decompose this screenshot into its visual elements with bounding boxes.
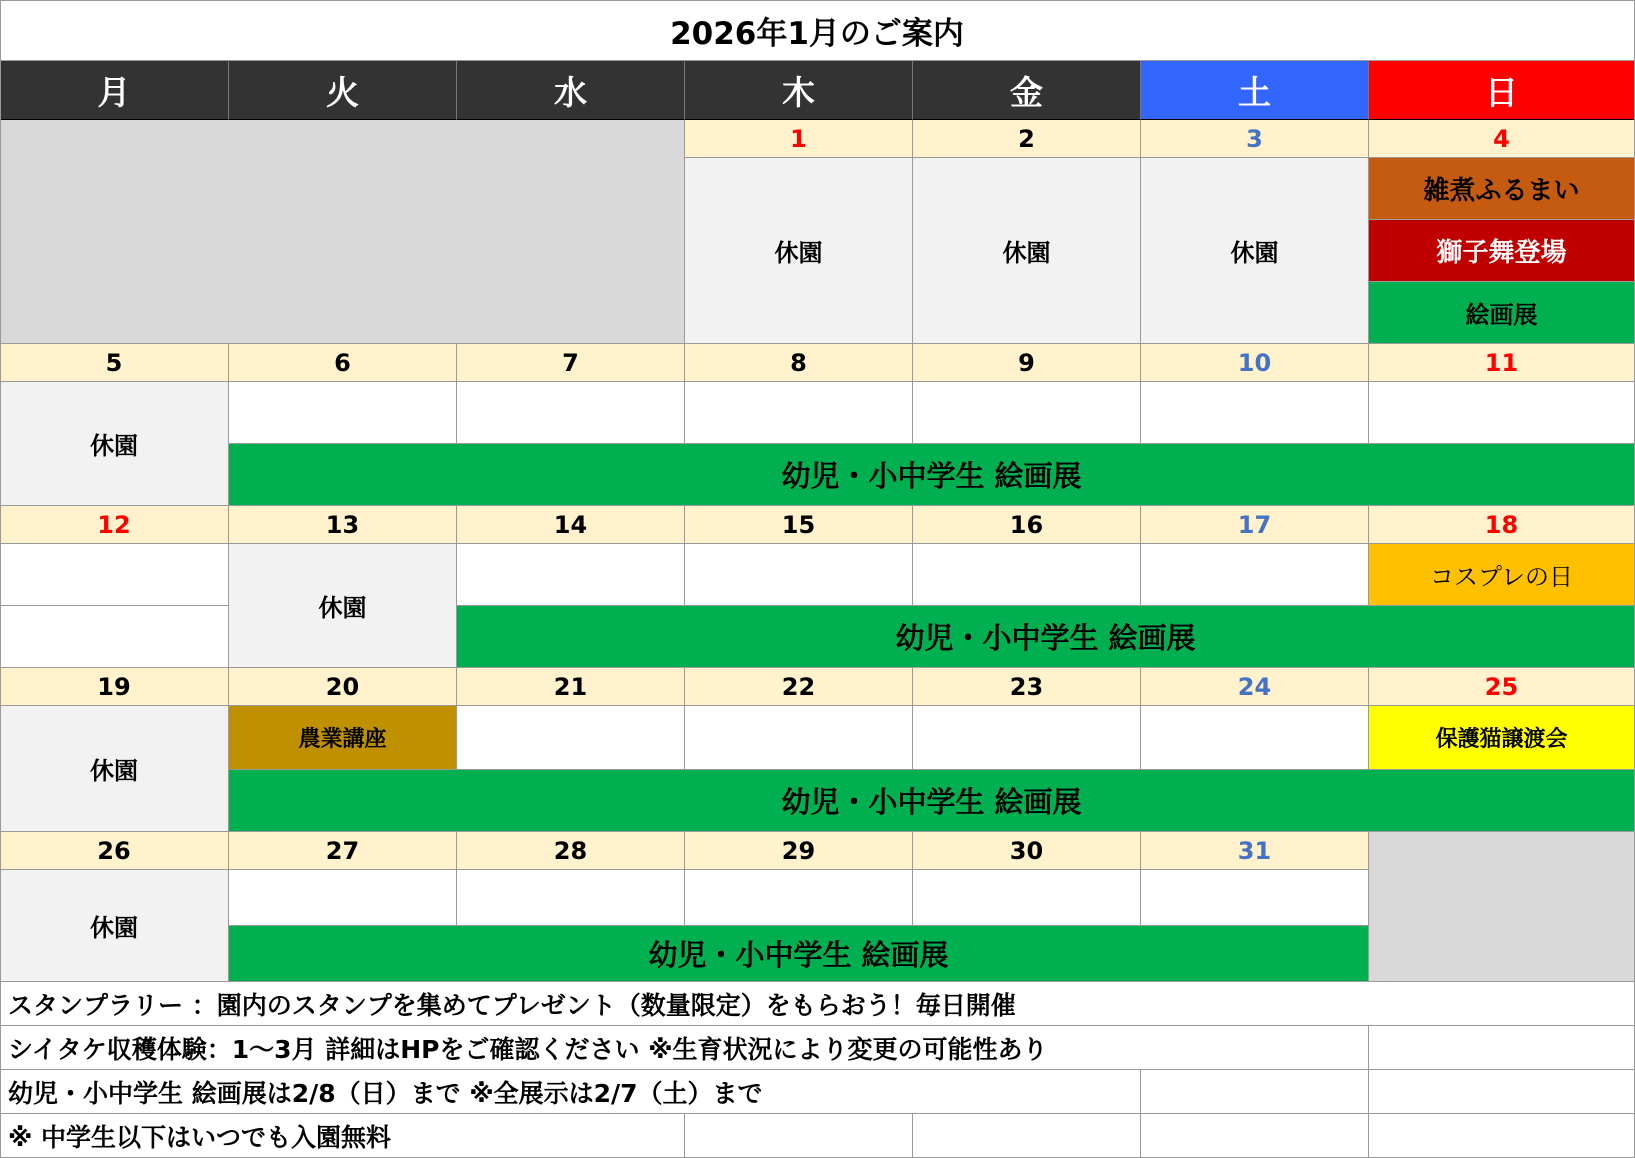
date-19: 19	[0, 668, 229, 706]
date-20: 20	[229, 668, 457, 706]
date-25: 25	[1369, 668, 1635, 706]
cell-29	[685, 870, 913, 926]
exhibit-band-week4: 幼児・小中学生 絵画展	[229, 770, 1635, 832]
cell-27	[229, 870, 457, 926]
cell-6	[229, 382, 457, 444]
closed-5: 休園	[0, 382, 229, 506]
cell-12-bottom	[0, 606, 229, 668]
date-22: 22	[685, 668, 913, 706]
closed-1: 休園	[685, 158, 913, 344]
cell-16	[913, 544, 1141, 606]
event-kaiga: 絵画展	[1369, 282, 1635, 344]
date-28: 28	[457, 832, 685, 870]
note-shiitake: シイタケ収穫体験：1～3月 詳細はHPをご確認ください ※生育状況により変更の可能性あり	[0, 1026, 1141, 1070]
exhibit-band-week5: 幼児・小中学生 絵画展	[229, 926, 1369, 982]
date-17: 17	[1141, 506, 1369, 544]
date-6: 6	[229, 344, 457, 382]
exhibit-band-week3: 幼児・小中学生 絵画展	[457, 606, 1635, 668]
cell-7	[457, 382, 685, 444]
date-27: 27	[229, 832, 457, 870]
weekday-sun: 日	[1369, 61, 1635, 120]
event-zoni: 雑煮ふるまい	[1369, 158, 1635, 220]
date-9: 9	[913, 344, 1141, 382]
date-26: 26	[0, 832, 229, 870]
date-4: 4	[1369, 120, 1635, 158]
date-3: 3	[1141, 120, 1369, 158]
date-21: 21	[457, 668, 685, 706]
cell-12-top	[0, 544, 229, 606]
cell-22	[685, 706, 913, 770]
cell-11	[1369, 382, 1635, 444]
event-shishimai: 獅子舞登場	[1369, 220, 1635, 282]
event-nogyo: 農業講座	[229, 706, 457, 770]
note-grid-cell	[457, 1114, 685, 1158]
note-grid-cell	[685, 1114, 913, 1158]
date-30: 30	[913, 832, 1141, 870]
note-exhibit-period: 幼児・小中学生 絵画展は2/8（日）まで ※全展示は2/7（土）まで	[0, 1070, 913, 1114]
note-stamp-rally: スタンプラリー ：園内のスタンプを集めてプレゼント（数量限定）をもらおう！毎日開催	[0, 982, 1635, 1026]
cell-21	[457, 706, 685, 770]
cell-24	[1141, 706, 1369, 770]
event-cosplay: コスプレの日	[1369, 544, 1635, 606]
note-grid-cell	[1369, 1114, 1635, 1158]
date-12: 12	[0, 506, 229, 544]
cell-23	[913, 706, 1141, 770]
date-16: 16	[913, 506, 1141, 544]
cell-28	[457, 870, 685, 926]
note-grid-cell	[1369, 1070, 1635, 1114]
note-grid-cell	[1141, 1070, 1369, 1114]
closed-2: 休園	[913, 158, 1141, 344]
date-15: 15	[685, 506, 913, 544]
closed-19: 休園	[0, 706, 229, 832]
date-8: 8	[685, 344, 913, 382]
date-14: 14	[457, 506, 685, 544]
date-29: 29	[685, 832, 913, 870]
closed-3: 休園	[1141, 158, 1369, 344]
cell-30	[913, 870, 1141, 926]
note-grid-cell	[913, 1070, 1141, 1114]
note-grid-cell	[913, 1114, 1141, 1158]
note-free-admission: ※ 中学生以下はいつでも入園無料	[0, 1114, 457, 1158]
date-7: 7	[457, 344, 685, 382]
date-10: 10	[1141, 344, 1369, 382]
cell-31	[1141, 870, 1369, 926]
date-2: 2	[913, 120, 1141, 158]
date-5: 5	[0, 344, 229, 382]
cell-9	[913, 382, 1141, 444]
date-13: 13	[229, 506, 457, 544]
weekday-fri: 金	[913, 61, 1141, 120]
weekday-thu: 木	[685, 61, 913, 120]
note-grid-cell	[1369, 1026, 1635, 1070]
empty-next-month	[1369, 832, 1635, 982]
cell-10	[1141, 382, 1369, 444]
date-1: 1	[685, 120, 913, 158]
event-neko: 保護猫譲渡会	[1369, 706, 1635, 770]
date-11: 11	[1369, 344, 1635, 382]
closed-26: 休園	[0, 870, 229, 982]
weekday-sat: 土	[1141, 61, 1369, 120]
date-24: 24	[1141, 668, 1369, 706]
closed-13: 休園	[229, 544, 457, 668]
weekday-tue: 火	[229, 61, 457, 120]
cell-17	[1141, 544, 1369, 606]
note-grid-cell	[1141, 1114, 1369, 1158]
date-31: 31	[1141, 832, 1369, 870]
date-18: 18	[1369, 506, 1635, 544]
cell-15	[685, 544, 913, 606]
cell-8	[685, 382, 913, 444]
empty-prev-month	[0, 120, 685, 344]
exhibit-band-week2: 幼児・小中学生 絵画展	[229, 444, 1635, 506]
weekday-mon: 月	[0, 61, 229, 120]
date-23: 23	[913, 668, 1141, 706]
cell-14	[457, 544, 685, 606]
page-title: 2026年1月のご案内	[0, 0, 1635, 61]
weekday-wed: 水	[457, 61, 685, 120]
note-grid-cell	[1141, 1026, 1369, 1070]
